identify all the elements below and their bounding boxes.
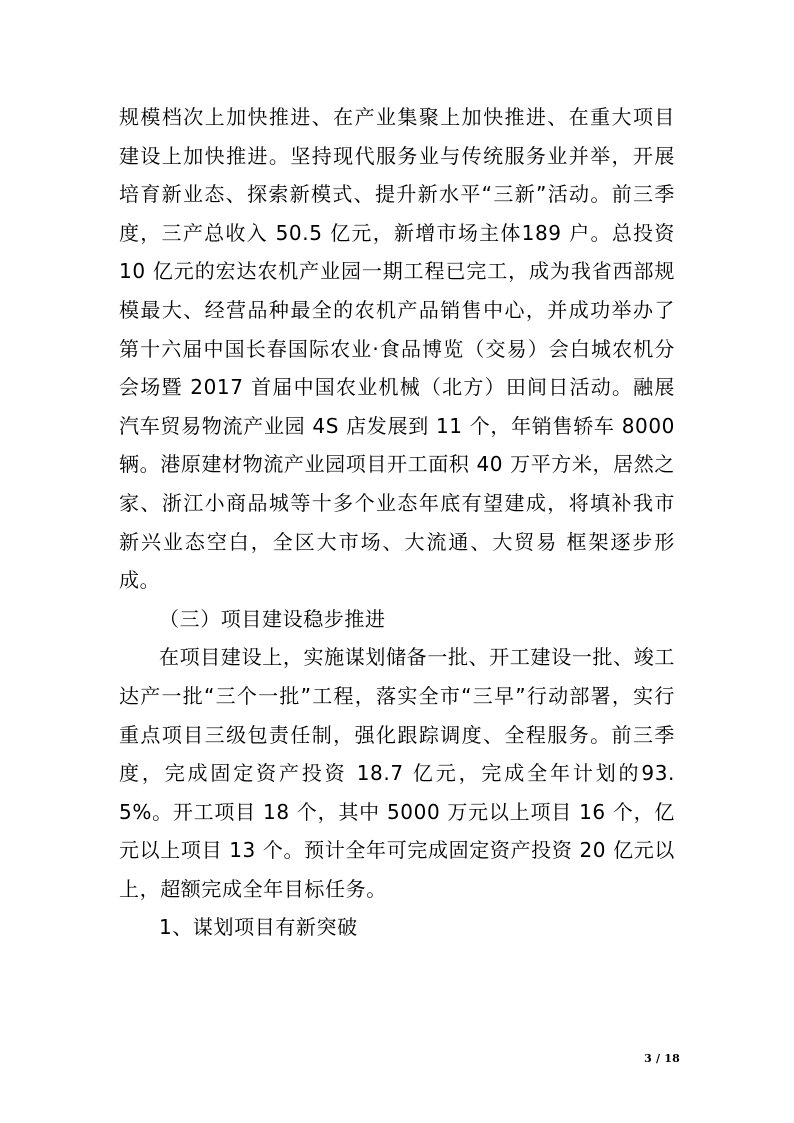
page-number: 3 / 18	[644, 1052, 680, 1065]
document-body	[119, 98, 675, 947]
body-paragraph: 规模档次上加快推进、在产业集聚上加快推进、在重大项目建设上加快推进。坚持现代服务业与传统服务业并举，开展培育新业态、探索新模式、提升新水平“三新”活动。前三季度，三产总收入 50.5 亿元，新增市场主体189 户。总投资 10 亿元的宏达农机产业园一期工程已完工，成为我省西部规模最大、经营品种最全的农机产品销售中心，并成功举办了第十六届中国长春国际农业·食品博览（交易）会白城农机分会场暨 2017 首届中国农业机械（北方）田间日活动。融展汽车贸易物流产业园 4S 店发展到 11 个，年销售轿车 8000辆。港原建材物流产业园项目开工面积 40 万平方米，居然之家、浙江小商品城等十多个业态年底有望建成，将填补我市新兴业态空白，全区大市场、大流通、大贸易 框架逐步形成。	[119, 105, 675, 593]
subheading: 1、谋划项目有新突破	[159, 915, 358, 940]
section-paragraph: 在项目建设上，实施谋划储备一批、开工建设一批、竣工达产一批“三个一批”工程，落实全市“三早”行动部署，实行重点项目三级包责任制，强化跟踪调度、全程服务。前三季度，完成固定资产投资 18.7 亿元，完成全年计划的93.5%。开工项目 18 个，其中 5000 万元以上项目 16 个，亿元以上项目 13 个。预计全年可完成固定资产投资 20 亿元以上，超额完成全年目标任务。	[119, 645, 675, 901]
section-heading: （三）项目建设稳步推进	[159, 606, 386, 631]
